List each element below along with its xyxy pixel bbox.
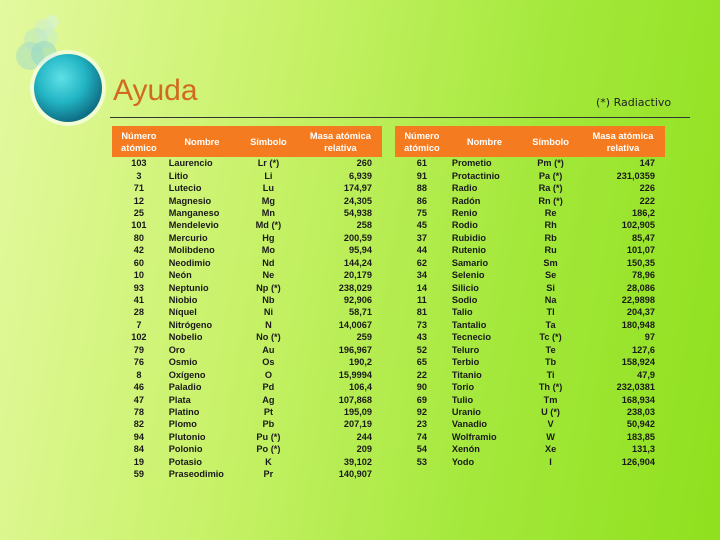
atomic-number-cell: 80 [133,232,144,243]
element-name-cell: Rutenio [451,245,487,256]
table-row [395,331,665,343]
atomic-number-cell: 44 [416,245,428,256]
element-name-cell: Tulio [451,394,474,405]
symbol-cell: Rb [544,232,557,243]
symbol-cell: Hg [262,232,275,243]
element-name-cell: Samario [451,257,489,268]
element-name-cell: Manganeso [168,207,220,218]
atomic-number-cell: 14 [416,282,428,293]
element-name-cell: Litio [168,170,189,181]
element-name-cell: Neón [168,270,192,281]
atomic-number-cell: 34 [416,270,428,281]
table-row [395,169,665,181]
atomic-number-cell: 61 [416,158,428,169]
element-name-cell: Potasio [168,456,202,467]
atomic-number-cell: 52 [416,344,428,355]
table-row [112,344,382,356]
symbol-cell: Au [262,344,275,355]
symbol-cell: Tc (*) [539,332,562,343]
symbol-cell: No (*) [256,332,281,343]
atomic-mass-cell: 190,2 [349,357,372,368]
atomic-number-cell: 74 [416,431,428,442]
symbol-cell: K [265,456,272,467]
table-row [395,418,665,430]
header-number: Número atómico [395,126,449,157]
header-number: Número atómico [112,126,166,157]
atomic-number-cell: 69 [416,394,428,405]
atomic-number-cell: 101 [131,220,147,231]
element-name-cell: Titanio [451,369,482,380]
atomic-mass-cell: 158,924 [621,357,655,368]
atomic-number-cell: 7 [136,319,142,330]
table-row [112,194,382,206]
atomic-number-cell: 102 [131,332,147,343]
atomic-mass-cell: 54,938 [343,207,372,218]
element-name-cell: Protactinio [451,170,500,181]
element-name-cell: Nitrógeno [168,319,213,330]
symbol-cell: V [547,419,554,430]
element-name-cell: Uranio [451,406,481,417]
header-symbol: Símbolo [238,126,299,157]
atomic-mass-cell: 97 [644,332,655,343]
symbol-cell: Ra (*) [538,183,563,194]
symbol-cell: Lr (*) [257,158,280,169]
atomic-mass-cell: 85,47 [632,232,655,243]
atomic-mass-cell: 24,305 [343,195,372,206]
table-row [395,219,665,231]
element-name-cell: Neptunio [168,282,209,293]
table-row [395,356,665,368]
atomic-mass-cell: 14,0067 [338,319,372,330]
table-row [395,319,665,331]
table-row [395,257,665,269]
elements-table-left [112,126,382,480]
table-row [112,406,382,418]
atomic-mass-cell: 238,029 [338,282,372,293]
table-row [395,194,665,206]
element-name-cell: Tantalio [451,319,487,330]
element-name-cell: Osmio [168,357,198,368]
atomic-number-cell: 43 [416,332,428,343]
element-name-cell: Niobio [168,295,198,306]
radioactive-note: (*) Radiactivo [596,96,672,109]
atomic-number-cell: 78 [133,406,144,417]
element-name-cell: Prometio [451,158,492,169]
table-row [395,232,665,244]
atomic-number-cell: 103 [131,158,147,169]
symbol-cell: Ni [263,307,273,318]
atomic-mass-cell: 207,19 [343,419,372,430]
symbol-cell: Mn [261,207,276,218]
atomic-mass-cell: 28,086 [626,282,655,293]
table-row [395,157,665,169]
atomic-number-cell: 65 [416,357,428,368]
element-name-cell: Lutecio [168,183,202,194]
atomic-mass-cell: 204,37 [626,307,655,318]
element-name-cell: Yodo [451,456,475,467]
atomic-number-cell: 73 [416,319,428,330]
atomic-number-cell: 46 [133,382,144,393]
table-row [395,368,665,380]
atomic-mass-cell: 39,102 [343,456,372,467]
element-name-cell: Mendelevio [168,220,219,231]
symbol-cell: Sm [543,257,558,268]
atomic-mass-cell: 131,3 [632,444,655,455]
table-row [395,381,665,393]
page-title: Ayuda [113,74,198,107]
atomic-mass-cell: 195,09 [343,406,372,417]
element-name-cell: Sodio [451,295,478,306]
atomic-mass-cell: 102,905 [621,220,655,231]
decorative-bubbles [0,0,120,130]
atomic-mass-cell: 260 [356,158,372,169]
atomic-number-cell: 3 [136,170,142,181]
symbol-cell: Nb [262,295,275,306]
atomic-number-cell: 12 [133,195,144,206]
element-name-cell: Renio [451,207,478,218]
atomic-number-cell: 10 [133,270,144,281]
atomic-mass-cell: 209 [356,444,372,455]
atomic-mass-cell: 168,934 [621,394,655,405]
table-row [112,356,382,368]
table-header-row [395,126,665,157]
table-row [112,468,382,480]
atomic-mass-cell: 231,0359 [616,170,655,181]
symbol-cell: Nd [262,257,275,268]
symbol-cell: Os [262,357,275,368]
table-row [112,368,382,380]
table-row [112,393,382,405]
element-name-cell: Silicio [451,282,479,293]
element-name-cell: Paladio [168,382,202,393]
atomic-number-cell: 93 [133,282,144,293]
symbol-cell: Tl [546,307,555,318]
atomic-mass-cell: 127,6 [632,344,655,355]
atomic-number-cell: 19 [133,456,144,467]
atomic-mass-cell: 92,906 [343,295,372,306]
atomic-number-cell: 41 [133,295,144,306]
symbol-cell: Pu (*) [256,431,281,442]
element-name-cell: Wolframio [451,431,497,442]
atomic-number-cell: 94 [133,431,144,442]
atomic-number-cell: 86 [416,195,428,206]
atomic-number-cell: 60 [133,257,144,268]
element-name-cell: Polonio [168,444,203,455]
atomic-mass-cell: 101,07 [626,245,655,256]
header-symbol: Símbolo [520,126,581,157]
element-name-cell: Talio [451,307,473,318]
atomic-mass-cell: 20,179 [343,270,372,281]
atomic-mass-cell: 200,59 [343,232,372,243]
header-mass: Masa atómica relativa [581,126,665,157]
atomic-mass-cell: 144,24 [343,257,372,268]
symbol-cell: Lu [262,183,275,194]
element-name-cell: Rodio [451,220,478,231]
atomic-number-cell: 37 [416,232,428,243]
atomic-number-cell: 23 [416,419,428,430]
element-name-cell: Radio [451,183,478,194]
symbol-cell: Mg [261,195,276,206]
symbol-cell: Ta [545,319,556,330]
symbol-cell: Ne [262,270,275,281]
element-name-cell: Plutonio [168,431,206,442]
symbol-cell: Li [264,170,273,181]
element-name-cell: Selenio [451,270,485,281]
table-row [395,281,665,293]
table-row [112,381,382,393]
element-name-cell: Oxígeno [168,369,206,380]
atomic-number-cell: 62 [416,257,428,268]
table-row [112,182,382,194]
atomic-number-cell: 92 [416,406,428,417]
table-row [112,456,382,468]
symbol-cell: U (*) [541,406,560,417]
symbol-cell: Pb [262,419,275,430]
table-row [395,431,665,443]
table-row [112,431,382,443]
atomic-mass-cell: 258 [356,220,372,231]
table-row [395,294,665,306]
table-row [395,306,665,318]
atomic-mass-cell: 183,85 [626,431,655,442]
element-name-cell: Plomo [168,419,197,430]
table-row [395,244,665,256]
atomic-number-cell: 90 [416,382,428,393]
atomic-mass-cell: 47,9 [637,369,655,380]
table-row [112,294,382,306]
atomic-number-cell: 76 [133,357,144,368]
table-row [112,319,382,331]
table-row [112,281,382,293]
atomic-mass-cell: 147 [639,158,655,169]
element-name-cell: Laurencio [168,158,213,169]
atomic-mass-cell: 222 [639,195,655,206]
atomic-mass-cell: 244 [356,431,372,442]
element-name-cell: Níquel [168,307,197,318]
symbol-cell: Po (*) [256,444,281,455]
header-name: Nombre [166,126,238,157]
atomic-mass-cell: 150,35 [626,257,655,268]
atomic-mass-cell: 232,0381 [616,382,655,393]
element-name-cell: Radón [451,195,481,206]
atomic-mass-cell: 186,2 [632,207,655,218]
atomic-mass-cell: 238,03 [626,406,655,417]
atomic-mass-cell: 107,868 [338,394,372,405]
table-row [395,344,665,356]
atomic-mass-cell: 95,94 [349,245,372,256]
table-row [112,257,382,269]
atomic-mass-cell: 22,9898 [621,295,655,306]
element-name-cell: Nobelio [168,332,203,343]
symbol-cell: I [549,456,552,467]
symbol-cell: Ru [544,245,557,256]
element-name-cell: Tecnecio [451,332,491,343]
header-mass: Masa atómica relativa [299,126,382,157]
atomic-mass-cell: 78,96 [632,270,655,281]
atomic-number-cell: 88 [416,183,428,194]
title-divider [110,117,690,118]
atomic-number-cell: 54 [416,444,428,455]
symbol-cell: Np (*) [256,282,281,293]
atomic-mass-cell: 106,4 [349,382,372,393]
atomic-number-cell: 91 [416,170,428,181]
table-row [112,244,382,256]
symbol-cell: Re [544,207,557,218]
atomic-number-cell: 79 [133,344,144,355]
atomic-mass-cell: 15,9994 [338,369,372,380]
element-name-cell: Neodimio [168,257,211,268]
table-row [395,406,665,418]
atomic-number-cell: 25 [133,207,144,218]
symbol-cell: Pt [263,406,273,417]
element-name-cell: Molibdeno [168,245,215,256]
symbol-cell: Se [544,270,557,281]
symbol-cell: Rn (*) [538,195,563,206]
symbol-cell: Rh [544,220,557,231]
table-row [112,219,382,231]
symbol-cell: Pr [263,469,274,480]
symbol-cell: Pa (*) [538,170,563,181]
symbol-cell: Ag [262,394,275,405]
table-row [112,232,382,244]
element-name-cell: Platino [168,406,200,417]
symbol-cell: Ti [546,369,555,380]
elements-table-right [395,126,665,468]
table-row [395,443,665,455]
table-header-row [112,126,382,157]
symbol-cell: W [546,431,555,442]
symbol-cell: Tb [544,357,557,368]
atomic-number-cell: 53 [416,456,428,467]
atomic-mass-cell: 174,97 [343,183,372,194]
table-row [395,269,665,281]
table-row [395,456,665,468]
symbol-cell: Si [546,282,555,293]
element-name-cell: Xenón [451,444,480,455]
symbol-cell: Th (*) [538,382,563,393]
symbol-cell: Te [545,344,556,355]
atomic-mass-cell: 58,71 [349,307,372,318]
table-row [112,331,382,343]
atomic-number-cell: 71 [133,183,144,194]
atomic-mass-cell: 126,904 [621,456,655,467]
atomic-mass-cell: 259 [356,332,372,343]
symbol-cell: Pm (*) [537,158,564,169]
table-row [112,207,382,219]
atomic-number-cell: 84 [133,444,144,455]
symbol-cell: Na [544,295,557,306]
symbol-cell: Xe [544,444,557,455]
atomic-mass-cell: 180,948 [621,319,655,330]
symbol-cell: Mo [261,245,276,256]
element-name-cell: Magnesio [168,195,212,206]
table-row [112,169,382,181]
atomic-number-cell: 22 [416,369,428,380]
element-name-cell: Torio [451,382,475,393]
table-row [395,182,665,194]
table-row [395,207,665,219]
atomic-number-cell: 28 [133,307,144,318]
element-name-cell: Praseodimio [168,469,224,480]
element-name-cell: Teluro [451,344,480,355]
symbol-cell: O [264,369,272,380]
atomic-number-cell: 8 [136,369,142,380]
atomic-mass-cell: 6,939 [349,170,372,181]
table-row [112,418,382,430]
symbol-cell: Md (*) [255,220,282,231]
element-name-cell: Plata [168,394,191,405]
symbol-cell: Pd [262,382,275,393]
atomic-mass-cell: 196,967 [338,344,372,355]
atomic-number-cell: 42 [133,245,144,256]
atomic-number-cell: 11 [417,295,427,306]
atomic-number-cell: 47 [133,394,144,405]
table-row [112,157,382,169]
table-row [112,443,382,455]
header-name: Nombre [449,126,520,157]
element-name-cell: Vanadio [451,419,488,430]
atomic-mass-cell: 226 [639,183,655,194]
atomic-number-cell: 75 [416,207,428,218]
atomic-number-cell: 82 [133,419,144,430]
symbol-cell: Tm [543,394,558,405]
atomic-mass-cell: 50,942 [626,419,655,430]
atomic-number-cell: 45 [416,220,428,231]
table-row [395,393,665,405]
element-name-cell: Mercurio [168,232,208,243]
element-name-cell: Terbio [451,357,480,368]
atomic-mass-cell: 140,907 [338,469,372,480]
element-name-cell: Oro [168,344,186,355]
atomic-number-cell: 59 [133,469,144,480]
table-row [112,269,382,281]
atomic-number-cell: 81 [416,307,428,318]
element-name-cell: Rubidio [451,232,487,243]
table-row [112,306,382,318]
symbol-cell: N [265,319,272,330]
